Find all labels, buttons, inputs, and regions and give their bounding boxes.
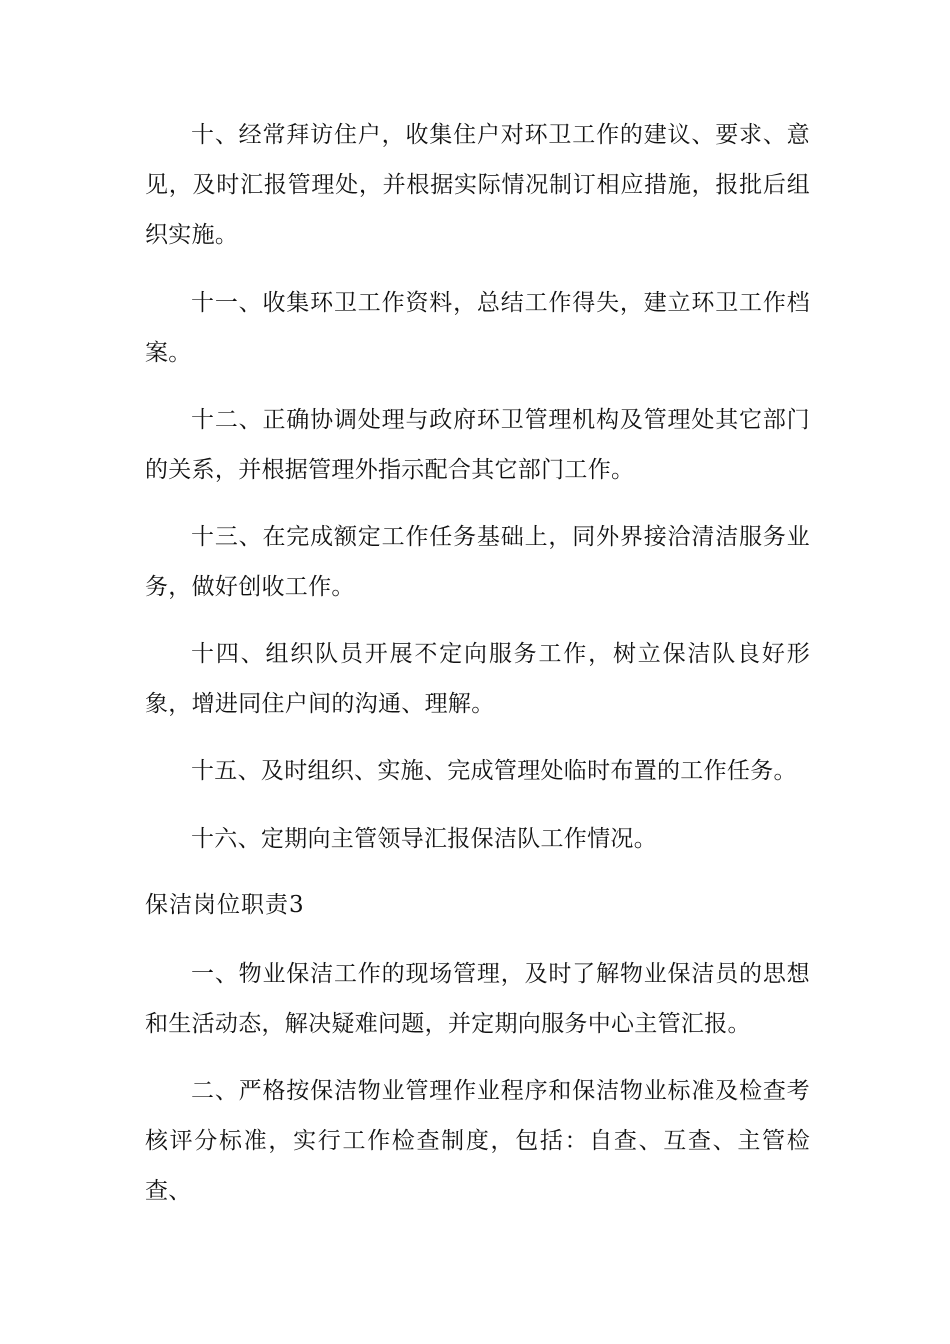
paragraph-s3-1: 一、物业保洁工作的现场管理，及时了解物业保洁员的思想和生活动态，解决疑难问题，并定期向服务中心主管汇报。 [145, 961, 810, 1037]
paragraph-15: 十五、及时组织、实施、完成管理处临时布置的工作任务。 [191, 758, 797, 784]
paragraph-12: 十二、正确协调处理与政府环卫管理机构及管理处其它部门的关系，并根据管理外指示配合其它部门工作。 [145, 407, 810, 483]
paragraph-10: 十、经常拜访住户，收集住户对环卫工作的建议、要求、意见，及时汇报管理处，并根据实际情况制订相应措施，报批后组织实施。 [145, 122, 810, 248]
paragraph-11: 十一、收集环卫工作资料，总结工作得失，建立环卫工作档案。 [145, 290, 810, 366]
paragraph-14: 十四、组织队员开展不定向服务工作，树立保洁队良好形象，增进同住户间的沟通、理解。 [145, 641, 810, 717]
paragraph-13: 十三、在完成额定工作任务基础上，同外界接洽清洁服务业务，做好创收工作。 [145, 524, 810, 600]
paragraph-s3-2: 二、严格按保洁物业管理作业程序和保洁物业标准及检查考核评分标准，实行工作检查制度，包括：自查、互查、主管检查、 [145, 1078, 810, 1204]
paragraph-16: 十六、定期向主管领导汇报保洁队工作情况。 [191, 826, 657, 852]
section-heading: 保洁岗位职责3 [145, 892, 305, 918]
